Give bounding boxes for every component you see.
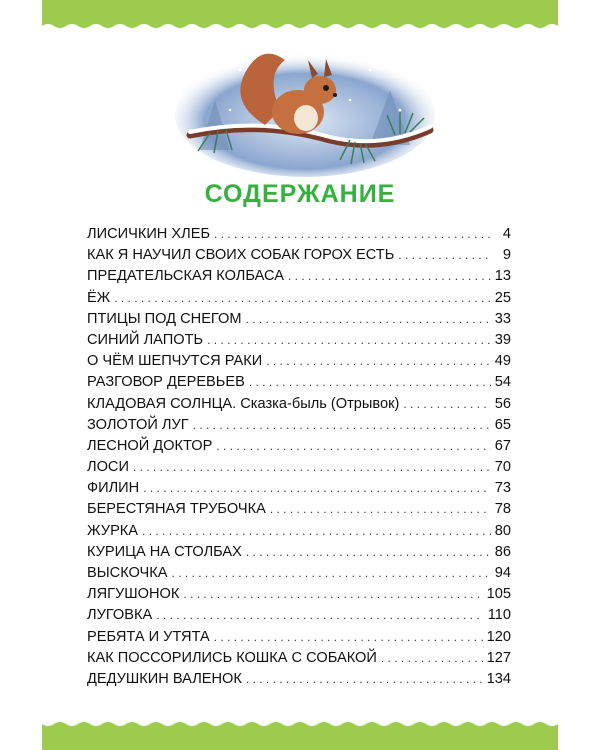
toc-entry-page: 110	[487, 607, 511, 624]
wave-border-icon	[42, 720, 558, 728]
dot-leader	[270, 502, 491, 516]
dot-leader	[172, 566, 491, 580]
dot-leader	[266, 354, 491, 368]
toc-entry-title: КУРИЦА НА СТОЛБАХ	[87, 543, 242, 560]
toc-entry-page: 33	[494, 310, 511, 327]
toc-entry	[87, 459, 511, 480]
toc-entry-title: ВЫСКОЧКА	[87, 565, 168, 581]
toc-entry-title: СИНИЙ ЛАПОТЬ	[87, 331, 204, 348]
toc-entry	[87, 565, 511, 586]
toc-entry-title: ДЕДУШКИН ВАЛЕНОК	[87, 670, 242, 687]
toc-entry-title: РАЗГОВОР ДЕРЕВЬЕВ	[87, 374, 245, 391]
toc-entry-title: ПРЕДАТЕЛЬСКАЯ КОЛБАСА	[87, 268, 285, 285]
toc-entry	[87, 607, 511, 628]
toc-entry-title: ПТИЦЫ ПОД СНЕГОМ	[87, 310, 242, 327]
toc-entry	[87, 311, 511, 332]
toc-entry-page: 105	[486, 586, 511, 603]
toc-entry	[87, 480, 511, 501]
toc-entry-page: 25	[494, 289, 511, 306]
toc-entry-page: 94	[494, 565, 511, 581]
toc-entry-title: ЁЖ	[87, 289, 111, 306]
toc-entry-page: 78	[494, 501, 511, 518]
toc-entry-page: 56	[494, 395, 511, 412]
toc-entry	[87, 629, 511, 650]
dot-leader	[246, 312, 491, 326]
top-decorative-band	[42, 0, 558, 30]
toc-entry-page: 13	[494, 268, 511, 285]
toc-entry	[87, 353, 511, 374]
dot-leader	[216, 439, 490, 453]
toc-entry-title: О ЧЁМ ШЕПЧУТСЯ РАКИ	[87, 353, 263, 370]
squirrel-illustration	[170, 40, 440, 180]
toc-entry-page: 70	[494, 459, 511, 476]
toc-entry-page: 80	[494, 522, 511, 539]
dot-leader	[183, 587, 482, 601]
page-title: СОДЕРЖАНИЕ	[204, 180, 396, 208]
toc-entry-page: 86	[494, 543, 511, 560]
toc-entry-title: ЛОСИ	[87, 459, 129, 476]
bottom-decorative-band	[42, 720, 558, 750]
toc-entry	[87, 438, 511, 459]
toc-entry-title: ЖУРКА	[87, 522, 139, 539]
toc-entry-title: ЛУГОВКА	[87, 607, 153, 624]
toc-entry-title: ЛИСИЧКИН ХЛЕБ	[87, 226, 211, 242]
dot-leader	[114, 291, 491, 305]
dot-leader	[403, 397, 490, 411]
toc-entry	[87, 396, 511, 417]
dot-leader	[381, 651, 483, 665]
toc-entry-page: 73	[494, 480, 511, 497]
toc-entry	[87, 671, 511, 692]
toc-entry-title: КАК Я НАУЧИЛ СВОИХ СОБАК ГОРОХ ЕСТЬ	[87, 247, 395, 264]
toc-entry	[87, 501, 511, 522]
toc-entry	[87, 374, 511, 395]
toc-entry-page: 39	[494, 331, 511, 348]
toc-entry-page: 9	[502, 247, 511, 264]
toc-entry-title: ЛЯГУШОНОК	[87, 586, 180, 603]
toc-entry-page: 65	[494, 416, 511, 433]
toc-entry-title: БЕРЕСТЯНАЯ ТРУБОЧКА	[87, 501, 266, 518]
toc-entry	[87, 268, 511, 289]
dot-leader	[214, 630, 483, 644]
toc-entry	[87, 247, 511, 268]
toc-entry-title: РЕБЯТА И УТЯТА	[87, 628, 210, 645]
toc-entry-page: 67	[494, 437, 511, 454]
toc-entry	[87, 544, 511, 565]
toc-entry	[87, 332, 511, 353]
dot-leader	[398, 248, 491, 262]
dot-leader	[143, 481, 491, 495]
toc-entry	[87, 226, 511, 247]
toc-entry-title: ЛЕСНОЙ ДОКТОР	[87, 437, 213, 454]
toc-entry-page: 54	[494, 374, 511, 391]
dot-leader	[193, 418, 491, 432]
dot-leader	[246, 672, 483, 686]
toc-entry	[87, 417, 511, 438]
wave-border-icon	[42, 22, 558, 30]
toc-entry	[87, 650, 511, 671]
squirrel-icon	[170, 40, 440, 180]
toc-entry-page: 127	[486, 649, 511, 666]
toc-entry	[87, 586, 511, 607]
dot-leader	[142, 524, 491, 538]
dot-leader	[207, 333, 491, 347]
dot-leader	[156, 608, 483, 622]
dot-leader	[246, 545, 491, 559]
dot-leader	[133, 460, 491, 474]
dot-leader	[249, 375, 491, 389]
dot-leader	[214, 227, 491, 241]
toc-entry-title: ЗОЛОТОЙ ЛУГ	[87, 416, 189, 433]
toc-entry-page: 4	[502, 226, 511, 242]
toc-entry-title: ФИЛИН	[87, 480, 140, 497]
toc-entry-title: КАК ПОССОРИЛИСЬ КОШКА С СОБАКОЙ	[87, 649, 377, 666]
table-of-contents	[87, 226, 511, 692]
toc-entry-page: 49	[494, 353, 511, 370]
toc-entry	[87, 290, 511, 311]
dot-leader	[288, 269, 491, 283]
toc-entry	[87, 523, 511, 544]
toc-entry-page: 120	[486, 628, 511, 645]
toc-entry-page: 134	[486, 670, 511, 687]
toc-entry-title: КЛАДОВАЯ СОЛНЦА. Сказка-быль (Отрывок)	[87, 395, 400, 412]
